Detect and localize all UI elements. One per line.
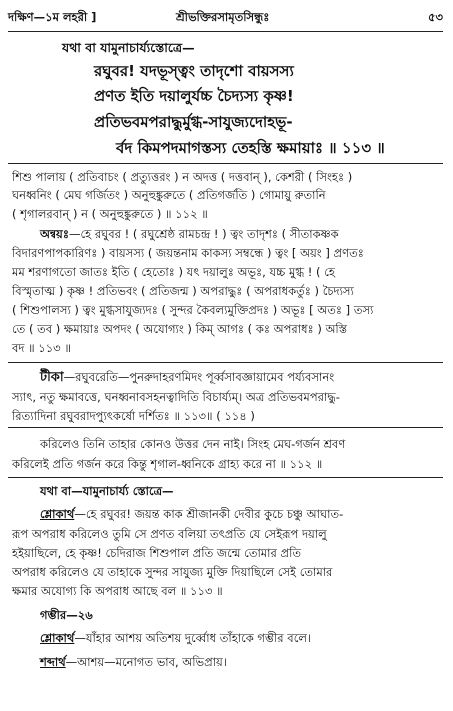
translation-line: করিলেও তিনি তাহার কোনও উত্তর দেন নাই। সিংহ মেঘ-গর্জন শ্রবণ [40, 437, 346, 451]
tika-line: রিত্যাদিনা রঘুবরাদপ্যুৎকর্ষো দর্শিতঃ ॥ ১১৩॥ ( ১১৪ ) [12, 409, 255, 423]
shlokartha-text: —যাঁহার আশয় অতিশয় দুর্ব্বোধ তাঁহাকে গম্ভীর বলে। [74, 631, 311, 645]
gloss-line: ঘনধ্বনিং ( মেঘ গর্জিতং ) অনুহুঙ্কুরুতে ( প্রতিগর্জতি ) গোমায়ু রুতানি [12, 188, 326, 202]
gloss-line: ( শৃগালরবান্ ) ন ( অনুহুঙ্কুরুতে ) ॥ ১১২ ॥ [12, 207, 208, 221]
anvaya-label: অন্বয়ঃ [40, 227, 69, 241]
anvaya-line: বিস্মৃতাত্ম ) কৃষ্ণ ! প্রতিভবং ( প্রতিজন্ম ) অপরাদ্ধুঃ ( অপরাধকর্তুঃ ) চৈদ্যস্য [12, 284, 354, 298]
page-header [8, 9, 443, 29]
shlokartha-line [40, 506, 343, 522]
section-divider [8, 477, 443, 478]
anvaya-line: মম শরণাগতো জাতঃ ইতি ( হেতোঃ ) যৎ দয়ালুঃ অভূঃ, যচ্চ মুগ্ধ ! ( হে [12, 265, 335, 279]
shlokartha-text: —হে রঘুবর! জয়ন্ত কাক শ্রীজানকী দেবীর কুচে চঞ্চু আঘাত- [74, 507, 344, 521]
section-heading: যথা বা—যামুনাচার্য্য স্তোত্রে— [40, 484, 174, 498]
verse-line: র্বদ কিমপদমাগস্তস্য তেহস্তি ক্ষমায়াঃ ॥ ১১৩ ॥ [116, 139, 385, 157]
anvaya-line: ( শিশুপালস্য ) ত্বং মুগ্ধসাযুজ্যদঃ ( সুন্দর কৈবল্যমুক্তিপ্রদঃ ) অভূঃ [ অতঃ ] তস্য [12, 303, 374, 317]
anvaya-line: বদ ॥ ১১৩ ॥ [12, 341, 71, 355]
shlokartha-line: ক্ষমার অযোগ্য কি অপরাধ আছে বল ॥ ১১৩ ॥ [12, 584, 223, 598]
verse-line: প্রতিভবমপরাদ্ধুর্মুগ্ধ-সাযুজ্যদোহভূ- [94, 113, 293, 131]
shlokartha-label: শ্লোকার্থ [40, 507, 75, 521]
header-book-title: শ্রীভক্তিরসামৃতসিন্ধুঃ [176, 10, 270, 24]
gambhira-heading: গম্ভীর—২৬ [40, 608, 93, 622]
shlokartha-line: অপরাধ করিলেও যে তাহাকে সুন্দর সাযুজ্য মুক্তি দিয়াছিলে সেই তোমার [12, 565, 333, 579]
anvaya-line: তে ( তব ) ক্ষমায়াঃ অপদং ( অযোগ্যং ) কিম্ আগঃ ( কঃ অপরাধঃ ) অস্তি [12, 322, 347, 336]
tika-divider [8, 362, 443, 363]
verse-divider [8, 163, 443, 164]
header-divider [8, 31, 443, 32]
translation-line: করিলেই প্রতি গর্জন করে কিন্তু শৃগাল-ধ্বনিকে গ্রাহ্য করে না ॥ ১১২ ॥ [12, 457, 323, 471]
tika-line: স্যাৎ, নতু ক্ষমাবত্তে, ঘনধ্বনাবসহনত্বাদিতি বিচার্য্যম্। অত্র প্রতিভবমপরাদ্ধু- [12, 390, 340, 404]
verse-line: রঘুবর! যদভূস্ত্বং তাদৃশো বায়সস্য [94, 62, 294, 80]
shlokartha-line: রূপ অপরাধ করিলেও তুমি সে প্রণত বলিয়া তৎপ্রতি যে সেইরূপ দয়ালু [12, 527, 327, 541]
shabdartha-line [40, 654, 227, 670]
shabdartha-label: শব্দার্থ [40, 655, 66, 669]
verse-line: প্রণত ইতি দয়ালুর্যচ্চ চৈদ্যস্য কৃষ্ণ! [94, 87, 294, 105]
translation-divider [8, 427, 443, 428]
verse-intro: যথা বা যামুনাচার্য্যস্তোত্রে— [62, 40, 195, 55]
tika-text: —রঘুবরেতি—পুনরুদাহরণমিদং পূর্ব্বসাবজ্ঞায়ামেব পর্য্যবসানং [63, 370, 335, 384]
header-chapter: দক্ষিণ—১ম লহরী ] [8, 10, 97, 24]
anvaya-line: বিদারণপাপকারিণঃ ) বায়সস্য ( জয়ন্তনাম কাকস্য সম্বন্ধে ) ত্বং [ অয়ং ] প্রণতঃ [12, 246, 364, 260]
shlokartha-line [40, 630, 311, 646]
shlokartha-label: শ্লোকার্থ [40, 631, 75, 645]
tika-line [40, 369, 334, 386]
shabdartha-text: —আশয়—মনোগত ভাব, অভিপ্রায়। [65, 655, 227, 669]
shlokartha-line: হইয়াছিলে, হে কৃষ্ণ! চেদিরাজ শিশুপাল প্রতি জন্মে তোমার প্রতি [12, 546, 301, 560]
anvaya-line [40, 226, 339, 242]
gloss-line: শিশু পালায় ( প্রতিবাচং ( প্রত্যুত্তরং ) ন অদত্ত ( দত্তবান্ ), কেশরী ( সিংহঃ ) [12, 170, 353, 184]
page-number: ৫৩ [428, 10, 443, 24]
anvaya-text: —হে রঘুবর ! ( রঘুশ্রেষ্ঠ রামচন্দ্র ! ) ত্বং তাদৃশঃ ( সীতাকষ্ণক [68, 227, 339, 241]
tika-label: টীকা [40, 370, 64, 385]
